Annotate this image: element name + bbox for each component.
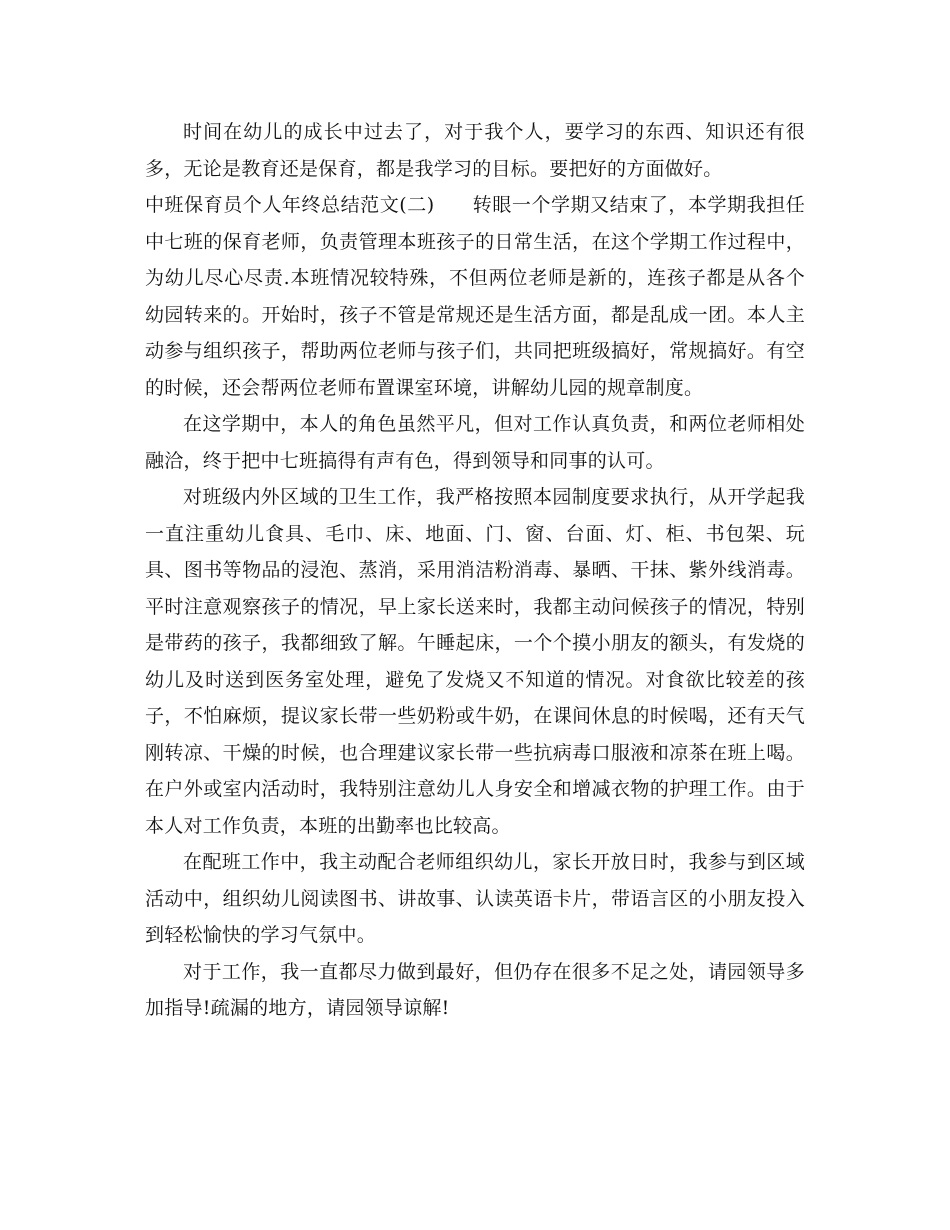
section-body: 转眼一个学期又结束了，本学期我担任中七班的保育老师，负责管理本班孩子的日常生活，在这个学期工作过程中，为幼儿尽心尽责.本班情况较特殊，不但两位老师是新的，连孩子都是从各个幼园转来的。开始时，孩子不管是常规还是生活方面，都是乱成一团。本人主动参与组织孩子，帮助两位老师与孩子们，共同把班级搞好，常规搞好。有空的时候，还会帮两位老师布置课室环境，讲解幼儿园的规章制度。 [145,194,805,399]
paragraph-coordination: 在配班工作中，我主动配合老师组织幼儿，家长开放日时，我参与到区域活动中，组织幼儿阅读图书、讲故事、认读英语卡片，带语言区的小朋友投入到轻松愉快的学习气氛中。 [145,851,805,946]
section-paragraph [145,187,805,406]
document-body [145,114,805,1027]
paragraph-closing: 对于工作，我一直都尽力做到最好，但仍存在很多不足之处，请园领导多加指导!疏漏的地方，请园领导谅解! [145,960,805,1019]
paragraph-intro: 时间在幼儿的成长中过去了，对于我个人，要学习的东西、知识还有很多，无论是教育还是保育，都是我学习的目标。要把好的方面做好。 [145,121,805,180]
paragraph-hygiene: 对班级内外区域的卫生工作，我严格按照本园制度要求执行，从开学起我一直注重幼儿食具、毛巾、床、地面、门、窗、台面、灯、柜、书包架、玩具、图书等物品的浸泡、蒸消，采用消洁粉消毒、暴晒、干抹、紫外线消毒。平时注意观察孩子的情况，早上家长送来时，我都主动问候孩子的情况，特别是带药的孩子，我都细致了解。午睡起床，一个个摸小朋友的额头，有发烧的幼儿及时送到医务室处理，避免了发烧又不知道的情况。对食欲比较差的孩子，不怕麻烦，提议家长带一些奶粉或牛奶，在课间休息的时候喝，还有天气刚转凉、干燥的时候，也合理建议家长带一些抗病毒口服液和凉茶在班上喝。在户外或室内活动时，我特别注意幼儿人身安全和增减衣物的护理工作。由于本人对工作负责，本班的出勤率也比较高。 [145,486,805,837]
paragraph-role: 在这学期中，本人的角色虽然平凡，但对工作认真负责，和两位老师相处融洽，终于把中七班搞得有声有色，得到领导和同事的认可。 [145,413,805,472]
section-heading: 中班保育员个人年终总结范文(二) [145,194,435,216]
